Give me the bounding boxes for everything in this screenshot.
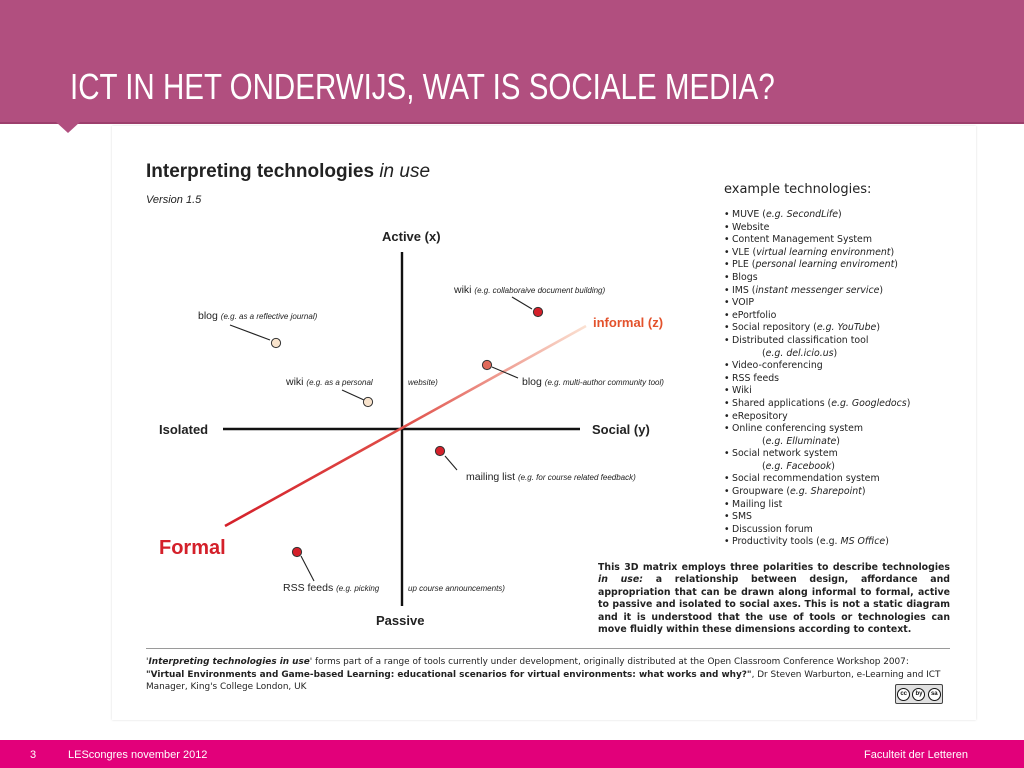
tech-item: • Distributed classification tool (e.g. del.icio.us) <box>724 335 964 360</box>
marker-mailing-list <box>435 446 444 455</box>
tool-label-mailing-list: mailing list (e.g. for course related feedback) <box>466 471 636 483</box>
tool-label-wiki-personal: wiki (e.g. as a personal website) <box>286 376 438 388</box>
tech-item: • Content Management System <box>724 234 964 247</box>
diagram-heading: Interpreting technologies in use <box>146 161 431 182</box>
diagram-figure <box>112 126 976 720</box>
footnote: 'Interpreting technologies in use' forms part of a range of tools currently under development, originally distributed at the Open Classroom Conference Workshop 2007: "Virtual Environments and Game-based Learning: educational scenarios for virtual environments: what works and why?", Dr Steven Warburton, e-Learning and ICT Manager, King's College London, UK <box>146 657 941 693</box>
diagram-version: Version 1.5 <box>146 194 202 206</box>
tech-item: • PLE (personal learning enviroment) <box>724 259 964 272</box>
footer-bar <box>0 740 1024 768</box>
cc-icon: cc <box>897 688 910 701</box>
tech-item: • Social recommendation system <box>724 473 964 486</box>
axis-label-social: Social (y) <box>592 422 650 437</box>
tool-label-wiki-collaborative: wiki (e.g. collaboraive document building) <box>454 284 606 296</box>
tool-label-rss-feeds: RSS feeds (e.g. picking up course announcements) <box>283 582 505 594</box>
tech-item: • Shared applications (e.g. Googledocs) <box>724 398 964 411</box>
tech-item: • ePortfolio <box>724 310 964 323</box>
title-bar-pointer <box>56 122 80 133</box>
tech-item: • RSS feeds <box>724 373 964 386</box>
tech-item: • Wiki <box>724 385 964 398</box>
axis-label-passive: Passive <box>376 613 425 628</box>
marker-wiki-personal <box>363 397 372 406</box>
tech-item: • Social repository (e.g. YouTube) <box>724 322 964 335</box>
footer-organization: Faculteit der Letteren <box>864 749 968 761</box>
tech-item: • VLE (virtual learning environment) <box>724 247 964 260</box>
footnote-divider <box>146 648 950 649</box>
axis-label-formal: Formal <box>159 537 226 559</box>
matrix-description: This 3D matrix employs three polarities to describe technologies in use: a relationship between design, affordance and appropriation that can be drawn along informal to formal, active to passive and isolated to social axes. This is not a static diagram and it is understood that the use of tools or technologies can move fluidly within these dimensions according to context. <box>598 562 951 636</box>
tech-item: • Social network system (e.g. Facebook) <box>724 448 964 473</box>
title-bar <box>0 0 1024 124</box>
marker-rss-feeds <box>292 547 301 556</box>
tech-item: • VOIP <box>724 297 964 310</box>
tech-item: • MUVE (e.g. SecondLife) <box>724 209 964 222</box>
marker-blog-reflective <box>271 338 280 347</box>
tech-item: • Groupware (e.g. Sharepoint) <box>724 486 964 499</box>
marker-wiki-collaborative <box>533 307 542 316</box>
example-technologies-list <box>724 209 964 549</box>
example-technologies-heading: example technologies: <box>724 182 872 197</box>
tech-item: • IMS (instant messenger service) <box>724 285 964 298</box>
slide-title: ICT IN HET ONDERWIJS, WAT IS SOCIALE MEDIA? <box>70 66 775 107</box>
tech-item: • Discussion forum <box>724 524 964 537</box>
tech-item: • Blogs <box>724 272 964 285</box>
footer-event: LEScongres november 2012 <box>68 749 208 761</box>
tech-item: • Mailing list <box>724 499 964 512</box>
by-icon: by <box>912 688 925 701</box>
tool-label-blog-reflective: blog (e.g. as a reflective journal) <box>198 310 318 322</box>
tech-item: • Productivity tools (e.g. MS Office) <box>724 536 964 549</box>
tool-label-blog-community: blog (e.g. multi-author community tool) <box>522 376 664 388</box>
tech-item: • Video-conferencing <box>724 360 964 373</box>
tech-item: • Online conferencing system (e.g. Elluminate) <box>724 423 964 448</box>
creative-commons-badge <box>895 684 943 704</box>
axis-label-informal: informal (z) <box>593 315 664 330</box>
tech-item: • eRepository <box>724 411 964 424</box>
footer-page-number: 3 <box>30 749 37 761</box>
tech-item: • Website <box>724 222 964 235</box>
tech-item: • SMS <box>724 511 964 524</box>
example-technologies-panel <box>724 182 964 549</box>
axis-formal-informal <box>225 326 586 526</box>
sa-icon: sa <box>928 688 941 701</box>
axis-label-isolated: Isolated <box>159 422 209 437</box>
axis-label-active: Active (x) <box>382 229 441 244</box>
marker-blog-community <box>482 360 491 369</box>
